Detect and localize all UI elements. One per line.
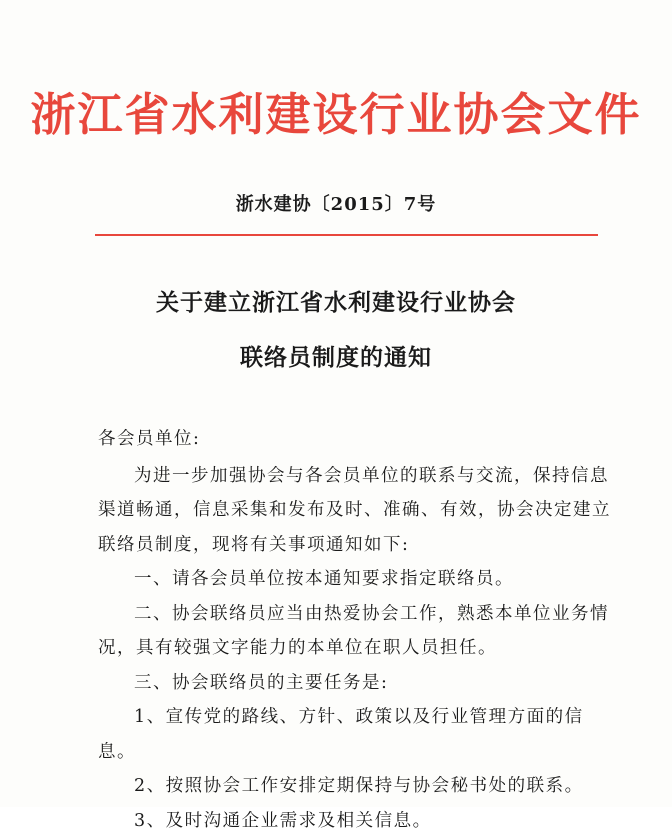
notice-title-line-1: 关于建立浙江省水利建设行业协会 — [0, 284, 672, 317]
body-paragraph: 为进一步加强协会与各会员单位的联系与交流，保持信息渠道畅通，信息采集和发布及时、准确、有效，协会决定建立联络员制度，现将有关事项通知如下: — [98, 459, 618, 563]
body-paragraph: 1、宣传党的路线、方针、政策以及行业管理方面的信息。 — [98, 700, 618, 769]
body-paragraph: 二、协会联络员应当由热爱协会工作，熟悉本单位业务情况，具有较强文字能力的本单位在职人员担任。 — [98, 597, 618, 666]
letterhead-divider — [95, 234, 598, 236]
salutation: 各会员单位: — [98, 422, 618, 457]
body-paragraph: 2、按照协会工作安排定期保持与协会秘书处的联系。 — [98, 769, 618, 804]
body-paragraph: 3、及时沟通企业需求及相关信息。 — [98, 804, 618, 838]
document-number: 浙水建协〔2015〕7号 — [0, 190, 672, 216]
body-paragraph: 一、请各会员单位按本通知要求指定联络员。 — [98, 562, 618, 597]
body-paragraph: 三、协会联络员的主要任务是: — [98, 666, 618, 701]
notice-body — [98, 422, 618, 838]
letterhead-title: 浙江省水利建设行业协会文件 — [0, 78, 672, 143]
notice-title-line-2: 联络员制度的通知 — [0, 339, 672, 372]
